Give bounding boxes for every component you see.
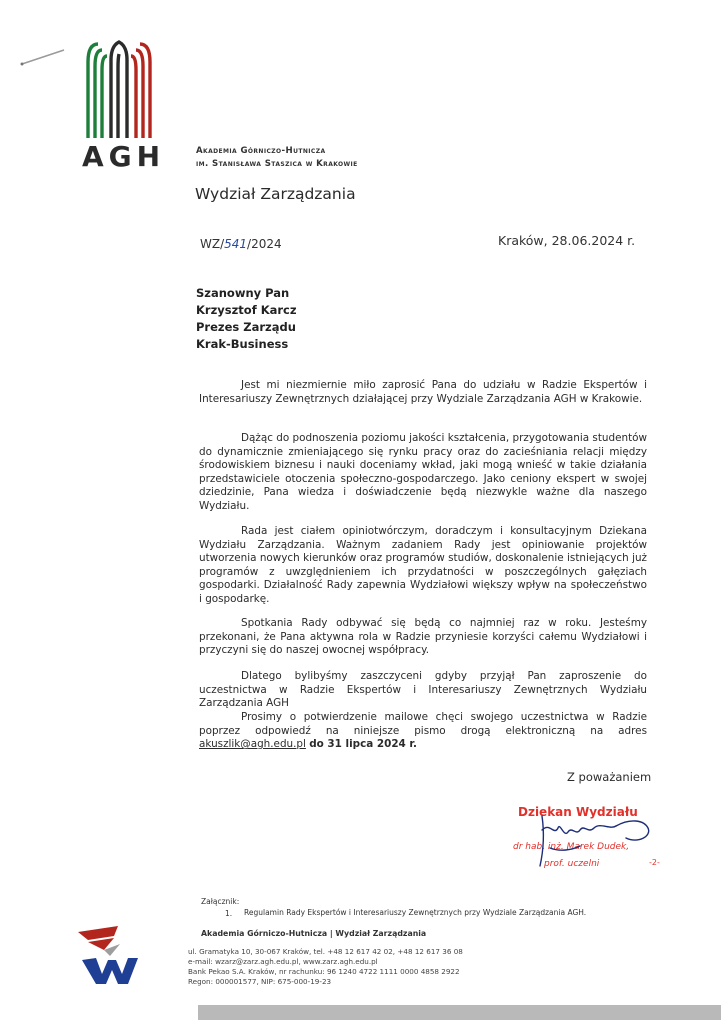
- page-mark: -2-: [649, 858, 660, 867]
- agh-logo-text: AGH: [82, 140, 166, 173]
- body-paragraph-1: Jest mi niezmiernie miło zaprosić Pana do udziału w Radzie Ekspertów i Interesariuszy Zewnętrznych działającej przy Wydziale Zarządzania AGH w Krakowie.: [199, 379, 647, 405]
- deadline: do 31 lipca 2024 r.: [309, 738, 417, 751]
- stamp-dean-name: dr hab. inż. Marek Dudek,: [513, 842, 630, 852]
- body-paragraph-6: Prosimy o potwierdzenie mailowe chęci swojego uczestnictwa w Radzie poprzez odpowiedź na niniejsze pismo drogą elektroniczną na adres akuszlik@agh.edu.pl do 31 lipca 2024 r.: [199, 711, 647, 751]
- contact-email-link[interactable]: akuszlik@agh.edu.pl: [199, 738, 306, 751]
- footer-bank: Bank Pekao S.A. Kraków, nr rachunku: 96 1240 4722 1111 0000 4858 2922: [188, 967, 460, 976]
- reference-prefix: WZ/: [200, 237, 225, 251]
- stamp-dean-title: Dziekan Wydziału: [518, 805, 638, 819]
- bottom-scan-edge: [198, 1005, 721, 1020]
- reference-suffix: /2024: [247, 237, 282, 251]
- attachment-number: 1.: [225, 909, 233, 918]
- pen-mark: [16, 46, 68, 68]
- body-paragraph-4: Spotkania Rady odbywać się będą co najmniej raz w roku. Jesteśmy przekonani, że Pana aktywna rola w Radzie przyniesie korzyści całemu Wydziałowi i przyczyni się do naszej owocnej współpracy.: [199, 617, 647, 657]
- signature-icon: [520, 808, 658, 870]
- body-paragraph-3: Rada jest ciałem opiniotwórczym, doradczym i konsultacyjnym Dziekana Wydziału Zarządzania. Ważnym zadaniem Rady jest opiniowanie projektów utworzenia nowych kierunków oraz programów studiów, doskonalenie istniejących już programów z uwzględnieniem ich przydatności w poszczególnych gałęziach gospodarki. Działalność Rady zapewnia Wydziałowi większy wpływ na społeczeństwo i gospodarkę.: [199, 525, 647, 605]
- recipient-salutation: Szanowny Pan: [196, 286, 290, 300]
- closing-greeting: Z poważaniem: [567, 770, 652, 784]
- body-paragraph-2: Dążąc do podnoszenia poziomu jakości kształcenia, przygotowania studentów do dynamicznie zmieniającego się rynku pracy oraz do zacieśniania relacji między środowiskiem biznesu i nauki doceniamy wkład, jaki mogą wnieść w takie działania przedstawiciele otoczenia społeczno-gospodarczego. Jako ceniony ekspert w swojej dziedzinie, Pana wiedza i doświadczenie będą niezwykle ważne dla naszego Wydziału.: [199, 432, 647, 512]
- university-name-line2: im. Stanisława Staszica w Krakowie: [196, 159, 358, 169]
- attachment-item: Regulamin Rady Ekspertów i Interesariuszy Zewnętrznych przy Wydziale Zarządzania AGH.: [244, 908, 587, 917]
- university-name-line1: Akademia Górniczo-Hutnicza: [196, 146, 326, 156]
- recipient-name: Krzysztof Karcz: [196, 303, 297, 317]
- stamp-dean-rank: prof. uczelni: [544, 859, 600, 869]
- letter-date: Kraków, 28.06.2024 r.: [498, 233, 636, 248]
- attachment-title: Załącznik:: [201, 897, 240, 906]
- recipient-position: Prezes Zarządu: [196, 320, 296, 334]
- body-paragraph-5: Dlatego bylibyśmy zaszczyceni gdyby przyjął Pan zaproszenie do uczestnictwa w Radzie Ekspertów i Interesariuszy Zewnętrznych Wydziału Zarządzania AGH: [199, 670, 647, 710]
- footer-heading: Akademia Górniczo-Hutnicza | Wydział Zarządzania: [201, 929, 427, 938]
- reference-handwritten-number: 541: [224, 237, 248, 251]
- reference-number: [200, 237, 282, 251]
- agh-footer-logo-icon: [74, 924, 142, 986]
- faculty-title: Wydział Zarządzania: [195, 185, 356, 203]
- recipient-company: Krak-Business: [196, 337, 289, 351]
- footer-address: ul. Gramatyka 10, 30-067 Kraków, tel. +48 12 617 42 02, +48 12 617 36 08: [188, 947, 463, 956]
- footer-email-web: e-mail: wzarz@zarz.agh.edu.pl, www.zarz.agh.edu.pl: [188, 957, 378, 966]
- agh-logo-icon: [84, 40, 154, 138]
- footer-regon-nip: Regon: 000001577, NIP: 675-000-19-23: [188, 977, 332, 986]
